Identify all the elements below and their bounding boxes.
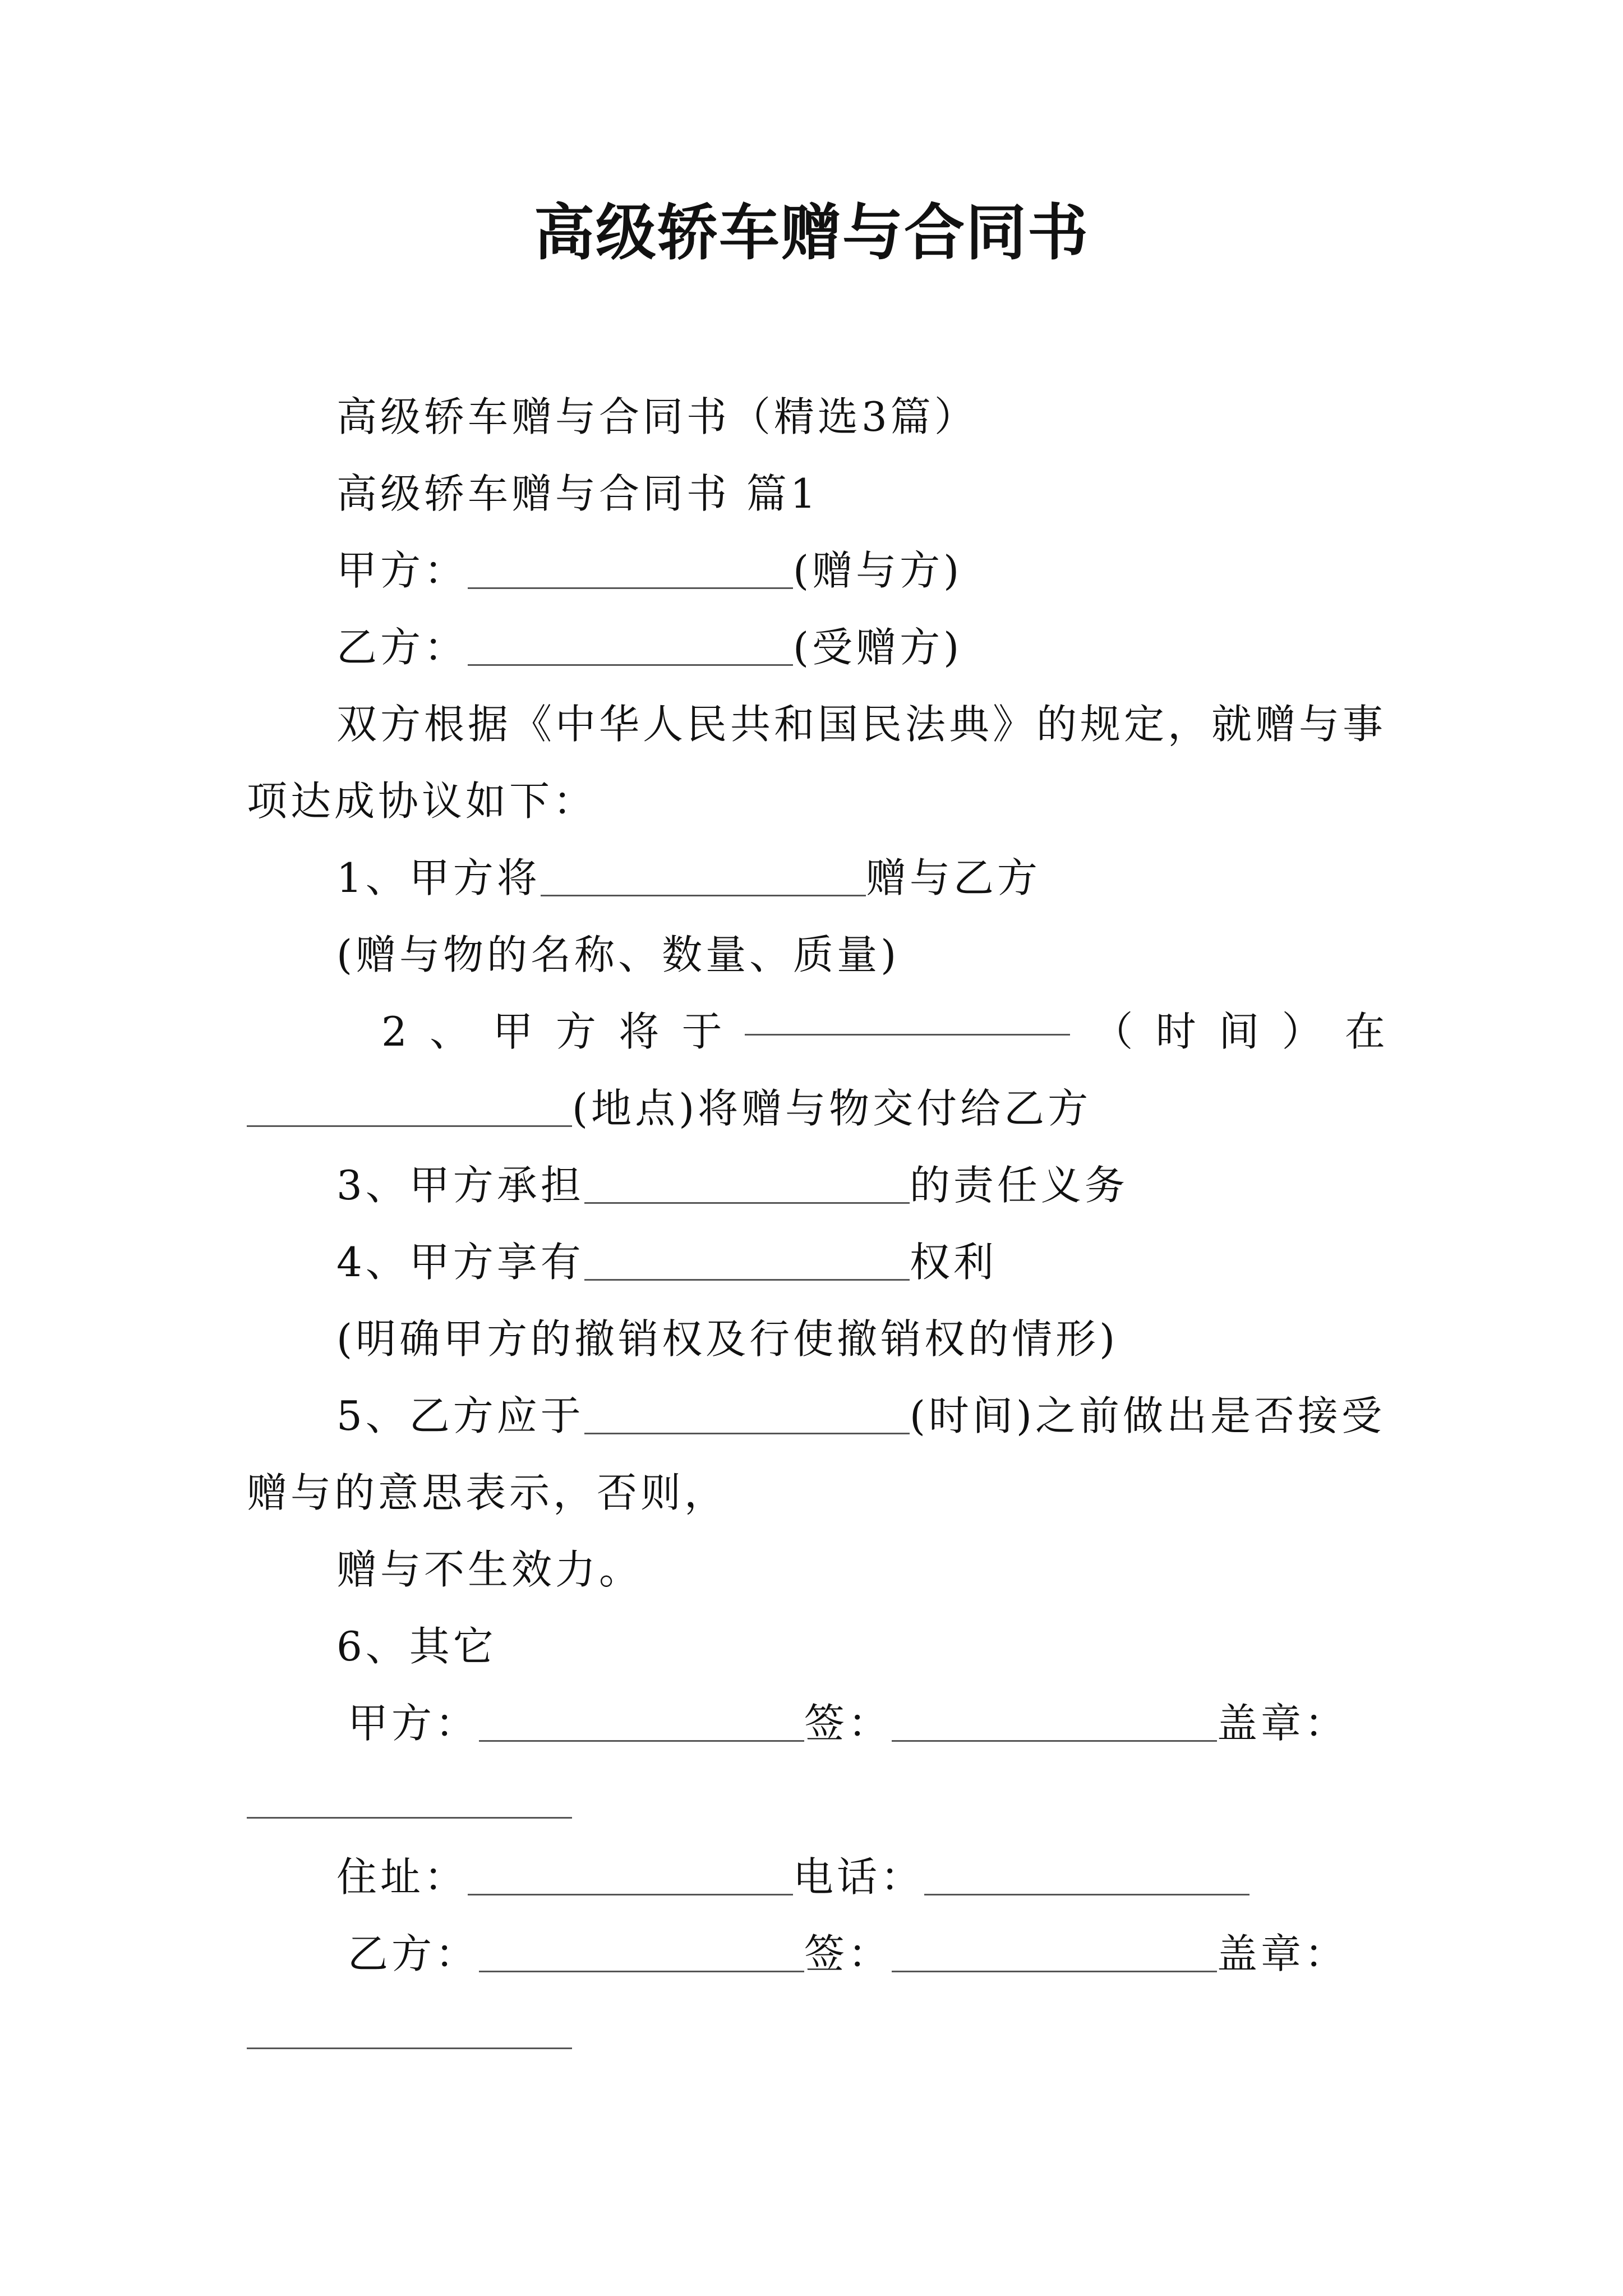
signature-b-seal-blank[interactable] (247, 2007, 572, 2049)
signature-b-sig-blank[interactable] (892, 1930, 1217, 1972)
clause-2-time-blank[interactable] (745, 993, 1070, 1036)
clause-5-suffix: (时间)之前做出是否接受 (909, 1392, 1385, 1439)
clause-4-note: (明确甲方的撤销权及行使撤销权的情形) (336, 1315, 1119, 1363)
signature-a-sig-blank[interactable] (892, 1700, 1217, 1742)
party-b-role: (受赠方) (793, 624, 963, 671)
address-label: 住址： (336, 1853, 468, 1901)
clause-2-char: 方 (555, 1008, 596, 1055)
signature-b-label: 乙方： (348, 1930, 479, 1977)
clause-2-char: 甲 (492, 1008, 533, 1055)
clause-2-line-2 (247, 1070, 1385, 1147)
clause-5-line-3: 赠与不生效力。 (336, 1546, 643, 1593)
clause-4-prefix: 4、甲方享有 (336, 1239, 584, 1286)
signature-a-line (247, 1685, 1385, 1762)
clause-1-blank[interactable] (541, 854, 866, 896)
party-a-line (247, 532, 1385, 609)
party-b-blank[interactable] (468, 624, 793, 666)
signature-a-label: 甲方： (348, 1700, 479, 1747)
clause-2-char: ） (1281, 1008, 1322, 1055)
clause-2-line-1 (247, 993, 1385, 1070)
clause-2-line-2-suffix: (地点)将赠与物交付给乙方 (572, 1085, 1092, 1132)
clause-6: 6、其它 (336, 1623, 497, 1670)
clause-2-char: 在 (1344, 1008, 1385, 1055)
clause-4 (247, 1224, 1385, 1301)
intro-line-1: 双方根据《中华人民共和国民法典》的规定，就赠与事 (336, 701, 1387, 748)
address-line (247, 1839, 1385, 1916)
clause-2-char: 于 (681, 1008, 722, 1055)
phone-label: 电话： (793, 1853, 925, 1901)
document-body (247, 379, 1385, 2069)
clause-2-char: 2 (381, 1008, 407, 1055)
clause-1-suffix: 赠与乙方 (865, 854, 1041, 901)
party-b-label: 乙方： (336, 624, 468, 671)
clause-3-blank[interactable] (584, 1162, 910, 1204)
signature-a-seal-blank[interactable] (247, 1777, 572, 1819)
clause-5-prefix: 5、乙方应于 (336, 1392, 584, 1439)
clause-1 (247, 840, 1385, 917)
clause-2-char: 将 (619, 1008, 660, 1055)
signature-a-seal-label: 盖章： (1217, 1700, 1349, 1747)
clause-2-char: 时 (1155, 1008, 1196, 1055)
signature-b-line (247, 1916, 1385, 1993)
clause-5 (247, 1378, 1385, 1455)
signature-a-blank[interactable] (479, 1700, 804, 1742)
phone-blank[interactable] (924, 1853, 1249, 1895)
clause-2-char: 间 (1219, 1008, 1260, 1055)
clause-2-place-blank[interactable] (247, 1085, 572, 1127)
clause-1-prefix: 1、甲方将 (336, 854, 541, 901)
signature-a-seal-line (247, 1762, 1385, 1839)
signature-b-seal-label: 盖章： (1217, 1930, 1349, 1977)
clause-4-blank[interactable] (584, 1239, 910, 1281)
signature-a-sig-label: 签： (804, 1700, 892, 1747)
page-title: 高级轿车赠与合同书 (533, 197, 1089, 268)
intro-line-2: 项达成协议如下： (247, 777, 597, 825)
section-heading: 高级轿车赠与合同书 篇1 (336, 470, 819, 517)
party-a-role: (赠与方) (793, 547, 963, 594)
clause-5-blank[interactable] (584, 1392, 910, 1434)
signature-b-seal-line (247, 1993, 1385, 2069)
subtitle: 高级轿车赠与合同书（精选3篇） (336, 393, 978, 440)
clause-3 (247, 1147, 1385, 1224)
signature-b-sig-label: 签： (804, 1930, 892, 1977)
address-blank[interactable] (468, 1853, 793, 1895)
party-b-line (247, 609, 1385, 686)
party-a-label: 甲方： (336, 547, 468, 594)
clause-4-suffix: 权利 (909, 1239, 997, 1286)
clause-5-line-2: 赠与的意思表示，否则， (247, 1469, 728, 1516)
clause-2-char: 、 (430, 1008, 471, 1055)
party-a-blank[interactable] (468, 547, 793, 589)
clause-2-char: （ (1092, 1008, 1133, 1055)
signature-b-blank[interactable] (479, 1930, 804, 1972)
clause-1-note: (赠与物的名称、数量、质量) (336, 931, 900, 978)
clause-3-suffix: 的责任义务 (909, 1162, 1128, 1209)
clause-3-prefix: 3、甲方承担 (336, 1162, 584, 1209)
